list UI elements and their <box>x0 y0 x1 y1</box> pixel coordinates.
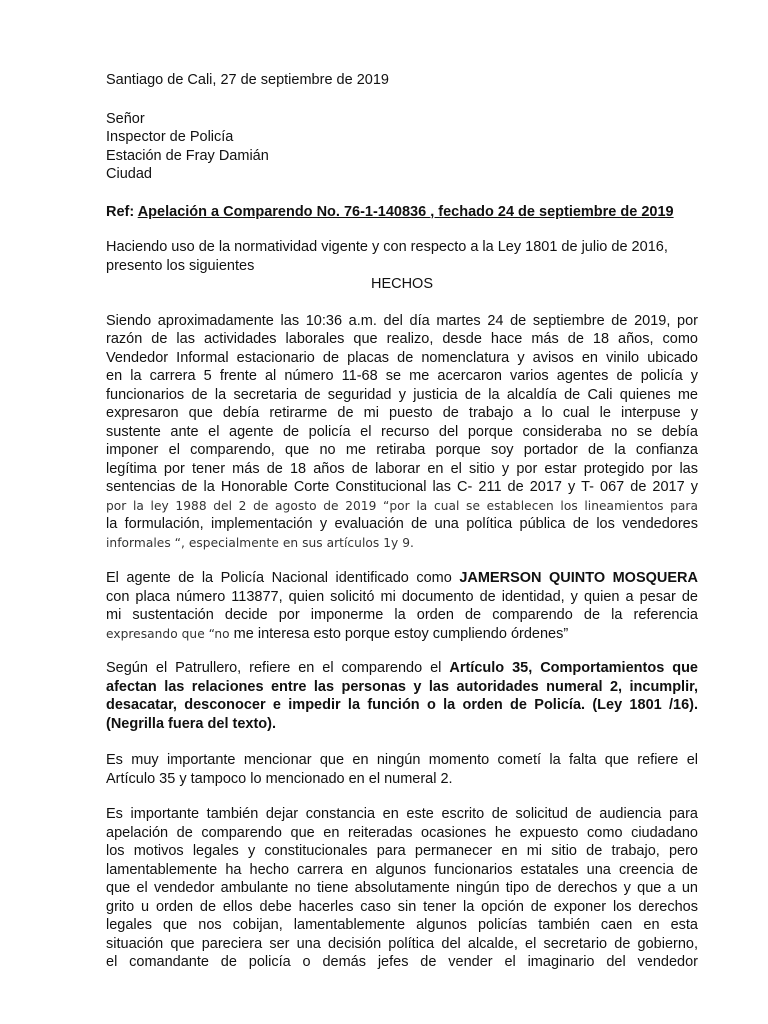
paragraph-constancia <box>106 805 698 972</box>
paragraph-line: Siendo aproximadamente las 10:36 a.m. del día martes 24 de septiembre de 2019, por <box>106 312 698 329</box>
paragraph-line: situación que pareciera ser una decisión política del alcalde, el secretario de gobierno, <box>106 935 698 952</box>
intro-paragraph <box>106 238 698 275</box>
date-line: Santiago de Cali, 27 de septiembre de 2019 <box>106 72 389 88</box>
article-bold-text: Artículo 35, Comportamientos que <box>449 660 698 676</box>
reference-label: Ref: <box>106 203 135 220</box>
paragraph-line: sustente ante el agente de policía el recurso del porque consideraba no se debía <box>106 423 698 440</box>
paragraph-line: legítima por tener más de 18 años de laborar en el sitio y por estar protegido por las <box>106 460 698 477</box>
paragraph-line: sentencias de la Honorable Corte Constitucional las C- 211 de 2017 y T- 067 de 2017 y <box>106 479 698 495</box>
paragraph-line: razón de las actividades laborales que realizo, desde hace más de 18 años, como <box>106 331 698 347</box>
agent-name: JAMERSON QUINTO MOSQUERA <box>459 570 698 586</box>
paragraph-line: Artículo 35 y tampoco lo mencionado en el numeral 2. <box>106 770 453 787</box>
paragraph-line <box>106 569 698 588</box>
paragraph-line: lamentablemente ha hecho carrera en algunos funcionarios estatales una creencia de <box>106 861 698 878</box>
paragraph-line: funcionarios de la secretaria de seguridad y justicia de la alcaldía de Cali quienes me <box>106 386 698 403</box>
recipient-position: Inspector de Policía <box>106 129 234 145</box>
paragraph-line: informales “, especialmente en sus artículos 1y 9. <box>106 535 414 550</box>
paragraph-line: imponer el comparendo, que no me retiraba porque soy portador de la confianza <box>106 442 698 458</box>
paragraph-statement <box>106 751 698 788</box>
letter-page <box>106 71 698 972</box>
paragraph-line: Vendedor Informal estacionario de placas de nomenclatura y avisos en vinilo ubicado <box>106 349 698 366</box>
reference-line <box>106 203 698 222</box>
reference-text: Apelación a Comparendo No. 76-1-140836 , fechado 24 de septiembre de 2019 <box>137 203 674 220</box>
paragraph-line: desacatar, desconocer e impedir la función o la orden de Policía. (Ley 1801 /16). <box>106 697 698 713</box>
recipient-city: Ciudad <box>106 166 152 182</box>
paragraph-line: expresaron que debía retirarme de mi puesto de trabajo a lo cual le interpuse y <box>106 405 698 421</box>
paragraph-line: el comandante de policía o demás jefes de vender el imaginario del vendedor <box>106 954 698 970</box>
quote-text: me interesa esto porque estoy cumpliendo órdenes” <box>229 625 569 642</box>
quote-intro-text: expresando que “no <box>106 626 230 641</box>
article-intro-text: Según el Patrullero, refiere en el comparendo el <box>106 660 450 676</box>
recipient-station: Estación de Fray Damián <box>106 147 269 164</box>
paragraph-line: con placa número 113877, quien solicitó mi documento de identidad, y quien a pesar de <box>106 588 698 605</box>
agent-intro-text: El agente de la Policía Nacional identificado como <box>106 570 460 586</box>
paragraph-article <box>106 659 698 733</box>
recipient-block <box>106 110 698 184</box>
paragraph-line: apelación de comparendo que en reiteradas ocasiones he expuesto como ciudadano <box>106 824 698 841</box>
paragraph-line: por la ley 1988 del 2 de agosto de 2019 “por la cual se establecen los lineamientos para <box>106 498 698 513</box>
paragraph-line: en la carrera 5 frente al número 11-68 se me acercaron varios agentes de policía y <box>106 368 698 384</box>
paragraph-line: los motivos legales y constitucionales para permanecer en mi sitio de trabajo, pero <box>106 843 698 859</box>
paragraph-hechos <box>106 312 698 553</box>
paragraph-line: (Negrilla fuera del texto). <box>106 715 277 732</box>
recipient-title: Señor <box>106 110 145 127</box>
paragraph-line: que el vendedor ambulante no tiene absolutamente ningún tipo de derechos y que a un <box>106 880 698 896</box>
paragraph-agent <box>106 569 698 643</box>
paragraph-line: grito u orden de ellos debe hacerles caso sin tener la opción de exponer los derechos <box>106 898 698 915</box>
intro-line: Haciendo uso de la normatividad vigente y con respecto a la Ley 1801 de julio de 2016, <box>106 239 668 255</box>
paragraph-line: Es importante también dejar constancia en este escrito de solicitud de audiencia para <box>106 806 698 822</box>
paragraph-line: la formulación, implementación y evaluación de una política pública de los vendedores <box>106 516 698 532</box>
paragraph-line: Es muy importante mencionar que en ningún momento cometí la falta que refiere el <box>106 752 698 768</box>
paragraph-line: mi sustentación decide por imponerme la orden de comparendo de la referencia <box>106 607 698 623</box>
paragraph-line <box>106 659 698 678</box>
paragraph-line <box>106 625 698 644</box>
paragraph-line: legales que nos cobijan, lamentablemente algunos policías también caen en esta <box>106 917 698 933</box>
paragraph-line: afectan las relaciones entre las personas y las autoridades numeral 2, incumplir, <box>106 678 698 695</box>
intro-line: presento los siguientes <box>106 257 255 274</box>
section-heading: HECHOS <box>370 276 434 292</box>
